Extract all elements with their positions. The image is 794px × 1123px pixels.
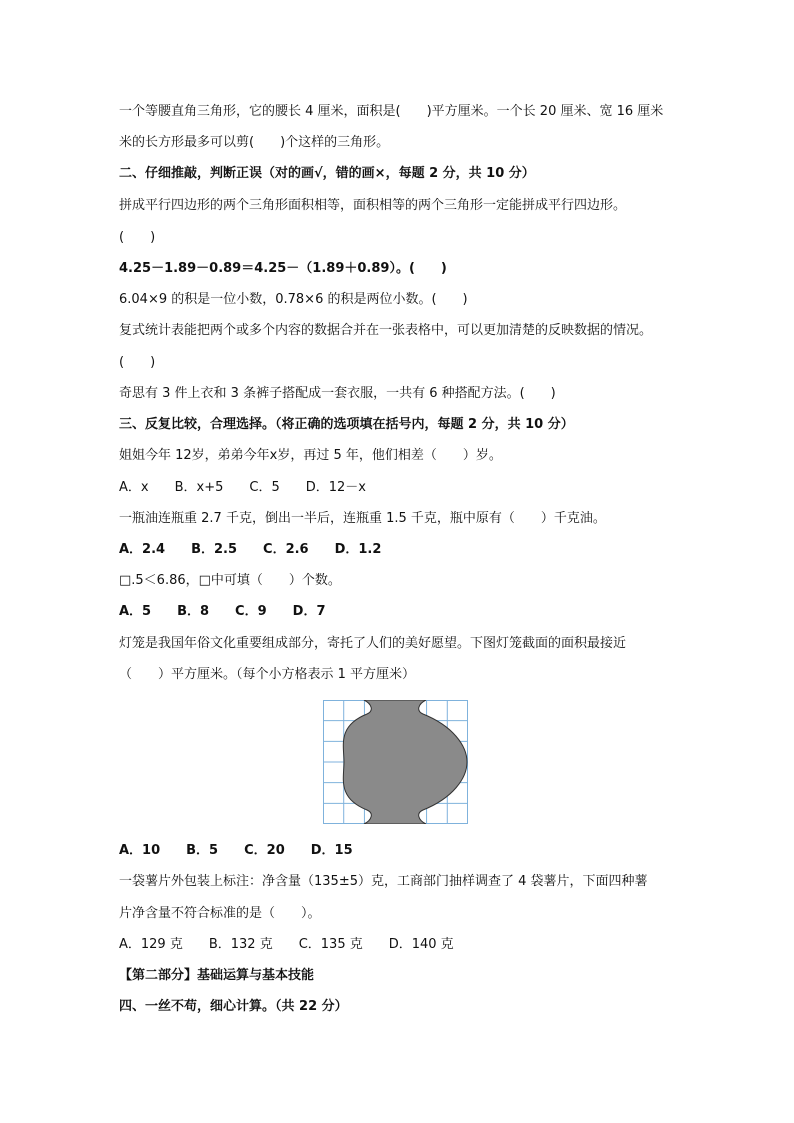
section-4-title: 四、一丝不苟，细心计算。（共 22 分） — [119, 999, 348, 1014]
judge-1-line1: 拼成平行四边形的两个三角形面积相等，面积相等的两个三角形一定能拼成平行四边形。 — [119, 198, 627, 213]
choice-4-options: A．10 B．5 C．20 D．15 — [119, 843, 353, 858]
judge-2: 4.25－1.89－0.89＝4.25－（1.89＋0.89）。( ) — [119, 261, 447, 276]
judge-5: 奇思有 3 件上衣和 3 条裤子搭配成一套衣服，一共有 6 种搭配方法。( ) — [119, 386, 556, 401]
choice-4-line2: （ ）平方厘米。（每个小方格表示 1 平方厘米） — [119, 667, 416, 682]
section-2-title: 二、仔细推敲，判断正误（对的画√，错的画×，每题 2 分，共 10 分） — [119, 166, 535, 181]
choice-4-line1: 灯笼是我国年俗文化重要组成部分，寄托了人们的美好愿望。下图灯笼截面的面积最接近 — [119, 636, 627, 651]
choice-3: □.5＜6.86，□中可填（ ）个数。 — [119, 573, 341, 588]
judge-4-line2: ( ) — [119, 355, 156, 370]
choice-5-line1: 一袋薯片外包装上标注：净含量（135±5）克，工商部门抽样调查了 4 袋薯片，下面四种薯 — [119, 874, 648, 889]
judge-1-line2: ( ) — [119, 230, 156, 245]
judge-3: 6.04×9 的积是一位小数，0.78×6 的积是两位小数。( ) — [119, 292, 468, 307]
choice-1: 姐姐今年 12岁，弟弟今年x岁，再过 5 年，他们相差（ ）岁。 — [119, 448, 502, 463]
choice-2: 一瓶油连瓶重 2.7 千克，倒出一半后，连瓶重 1.5 千克，瓶中原有（ ）千克油。 — [119, 511, 606, 526]
choice-3-options: A．5 B．8 C．9 D．7 — [119, 604, 326, 619]
choice-1-options: A．x B．x+5 C．5 D．12－x — [119, 480, 366, 495]
question-triangle-line1: 一个等腰直角三角形，它的腰长 4 厘米，面积是( )平方厘米。一个长 20 厘米、宽 16 厘米 — [119, 104, 664, 119]
choice-5-line2: 片净含量不符合标准的是（ ）。 — [119, 906, 321, 921]
question-triangle-line2: 米的长方形最多可以剪( )个这样的三角形。 — [119, 135, 390, 150]
section-3-title: 三、反复比较，合理选择。（将正确的选项填在括号内，每题 2 分，共 10 分） — [119, 417, 574, 432]
choice-2-options: A．2.4 B．2.5 C．2.6 D．1.2 — [119, 542, 382, 557]
judge-4-line1: 复式统计表能把两个或多个内容的数据合并在一张表格中，可以更加清楚的反映数据的情况。 — [119, 323, 653, 338]
part-2-title: 【第二部分】基础运算与基本技能 — [119, 968, 315, 983]
lantern-shape — [343, 700, 467, 824]
lantern-grid-figure — [323, 700, 468, 824]
choice-5-options: A．129 克 B．132 克 C．135 克 D．140 克 — [119, 937, 454, 952]
